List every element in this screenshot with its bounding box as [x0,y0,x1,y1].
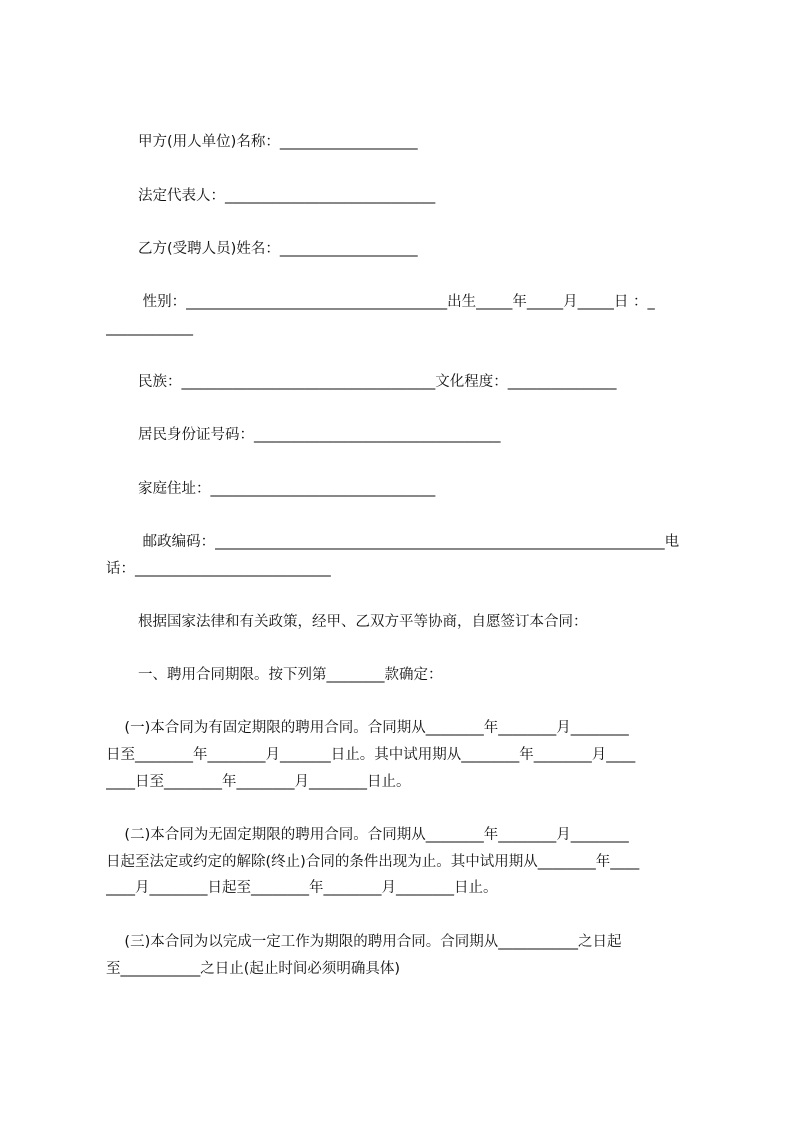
id-number-field: 居民身份证号码：__________________________________ [138,427,501,443]
clause-3-line-2: 至___________之日止(起止时间必须明确具体) [106,961,401,977]
legal-representative-field: 法定代表人：_____________________________ [138,188,436,204]
ethnicity-education-field: 民族：___________________________________文化程度：_______________ [138,374,617,390]
clause-1-line-3: ____日至________年________月________日止。 [106,774,411,790]
clause-3-line-1: (三)本合同为以完成一定工作为期限的聘用合同。合同期从___________之日起 [106,934,622,950]
clause-2-line-1: (二)本合同为无固定期限的聘用合同。合同期从________年________月________ [106,827,629,843]
clause-1-line-2: 日至________年________月_______日止。其中试用期从________年________月____ [106,747,636,763]
clause-1-line-1: (一)本合同为有固定期限的聘用合同。合同期从________年________月________ [106,720,629,736]
postal-phone-line-2: 话：___________________________ [106,561,331,577]
party-a-name-field: 甲方(用人单位)名称：___________________ [138,134,418,150]
clause-2-line-3: ____月________日起至________年________月________日止。 [106,880,498,896]
party-b-name-field: 乙方(受聘人员)姓名：___________________ [138,241,418,257]
clause-2-line-2: 日起至法定或约定的解除(终止)合同的条件出现为止。其中试用期从________年____ [106,854,640,870]
gender-birth-line-2: ____________ [106,320,193,336]
postal-phone-line-1: 邮政编码：______________________________________________________________电 [138,534,680,550]
section-1-heading: 一、聘用合同期限。按下列第________款确定： [138,667,443,683]
gender-birth-line-1: 性别：____________________________________出生_____年_____月_____日 ：_ [138,294,655,310]
intro-paragraph: 根据国家法律和有关政策，经甲、乙双方平等协商，自愿签订本合同： [138,614,588,630]
home-address-field: 家庭住址：_______________________________ [138,481,436,497]
